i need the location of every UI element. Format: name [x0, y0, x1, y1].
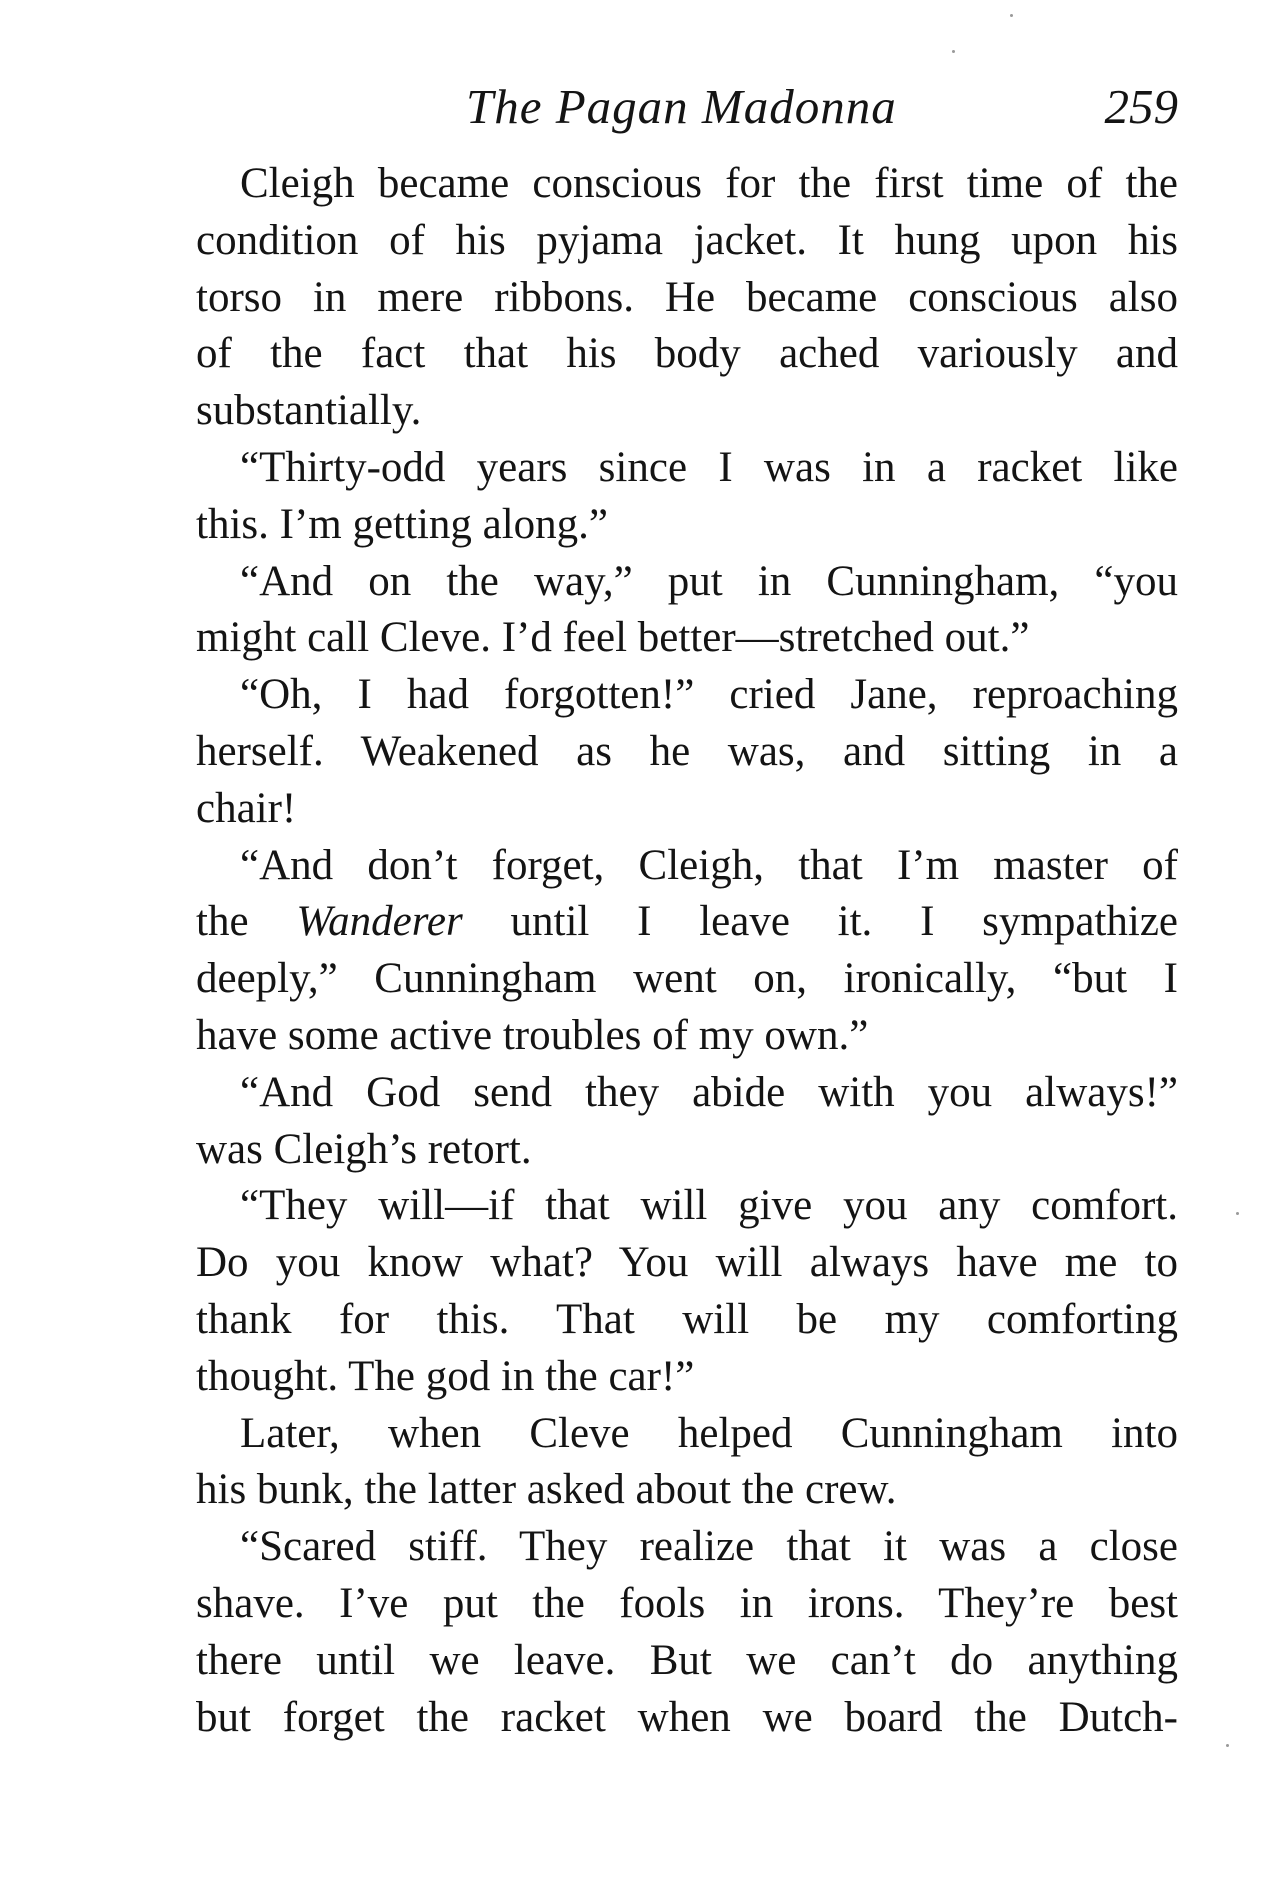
text-line: substantially. — [196, 387, 422, 435]
scan-speck — [1226, 1744, 1229, 1747]
text-line: might call Cleve. I’d feel better—stretched out.” — [196, 614, 1030, 662]
text-line: Later, when Cleve helped Cunningham into — [240, 1409, 1178, 1457]
text-line: was Cleigh’s retort. — [196, 1125, 532, 1173]
text-line: his bunk, the latter asked about the crew. — [196, 1466, 897, 1514]
page-number: 259 — [1104, 79, 1178, 134]
text-line: condition of his pyjama jacket. It hung upon his — [196, 216, 1178, 264]
page-header — [196, 78, 1178, 138]
text-line: “Scared stiff. They realize that it was a close — [240, 1523, 1178, 1571]
text-line: shave. I’ve put the fools in irons. They’re best — [196, 1579, 1178, 1627]
text-line: “And on the way,” put in Cunningham, “you — [240, 557, 1178, 605]
text-line: “And don’t forget, Cleigh, that I’m master of — [240, 841, 1178, 889]
text-line: have some active troubles of my own.” — [196, 1011, 869, 1059]
text-line: herself. Weakened as he was, and sitting in a — [196, 727, 1178, 775]
text-line-with-italic — [196, 894, 1178, 951]
text-line: Do you know what? You will always have me to — [196, 1239, 1178, 1287]
text-line: thank for this. That will be my comforting — [196, 1295, 1178, 1343]
text-fragment: until I leave it. I sympathize — [462, 898, 1178, 946]
body-text — [196, 156, 1178, 1746]
scan-speck — [952, 50, 955, 53]
text-line: deeply,” Cunningham went on, ironically, “but I — [196, 955, 1178, 1003]
running-title: The Pagan Madonna — [466, 79, 897, 134]
text-line: torso in mere ribbons. He became conscious also — [196, 273, 1178, 321]
text-line: of the fact that his body ached variously and — [196, 330, 1178, 378]
ship-name: Wanderer — [296, 898, 463, 946]
text-fragment: the — [196, 898, 297, 946]
scan-speck — [1236, 1212, 1239, 1215]
text-line: “Thirty-odd years since I was in a racket like — [240, 443, 1178, 491]
scan-speck — [1010, 14, 1013, 17]
text-line: but forget the racket when we board the Dutch- — [196, 1693, 1178, 1741]
text-line: Cleigh became conscious for the first time of the — [240, 160, 1178, 207]
text-line: “They will—if that will give you any comfort. — [240, 1182, 1178, 1230]
text-line: chair! — [196, 784, 297, 832]
text-line: “Oh, I had forgotten!” cried Jane, reproaching — [240, 671, 1178, 719]
text-line: thought. The god in the car!” — [196, 1352, 695, 1400]
text-line: “And God send they abide with you always!” — [240, 1068, 1178, 1116]
text-line: there until we leave. But we can’t do anything — [196, 1636, 1178, 1684]
text-line: this. I’m getting along.” — [196, 500, 609, 548]
